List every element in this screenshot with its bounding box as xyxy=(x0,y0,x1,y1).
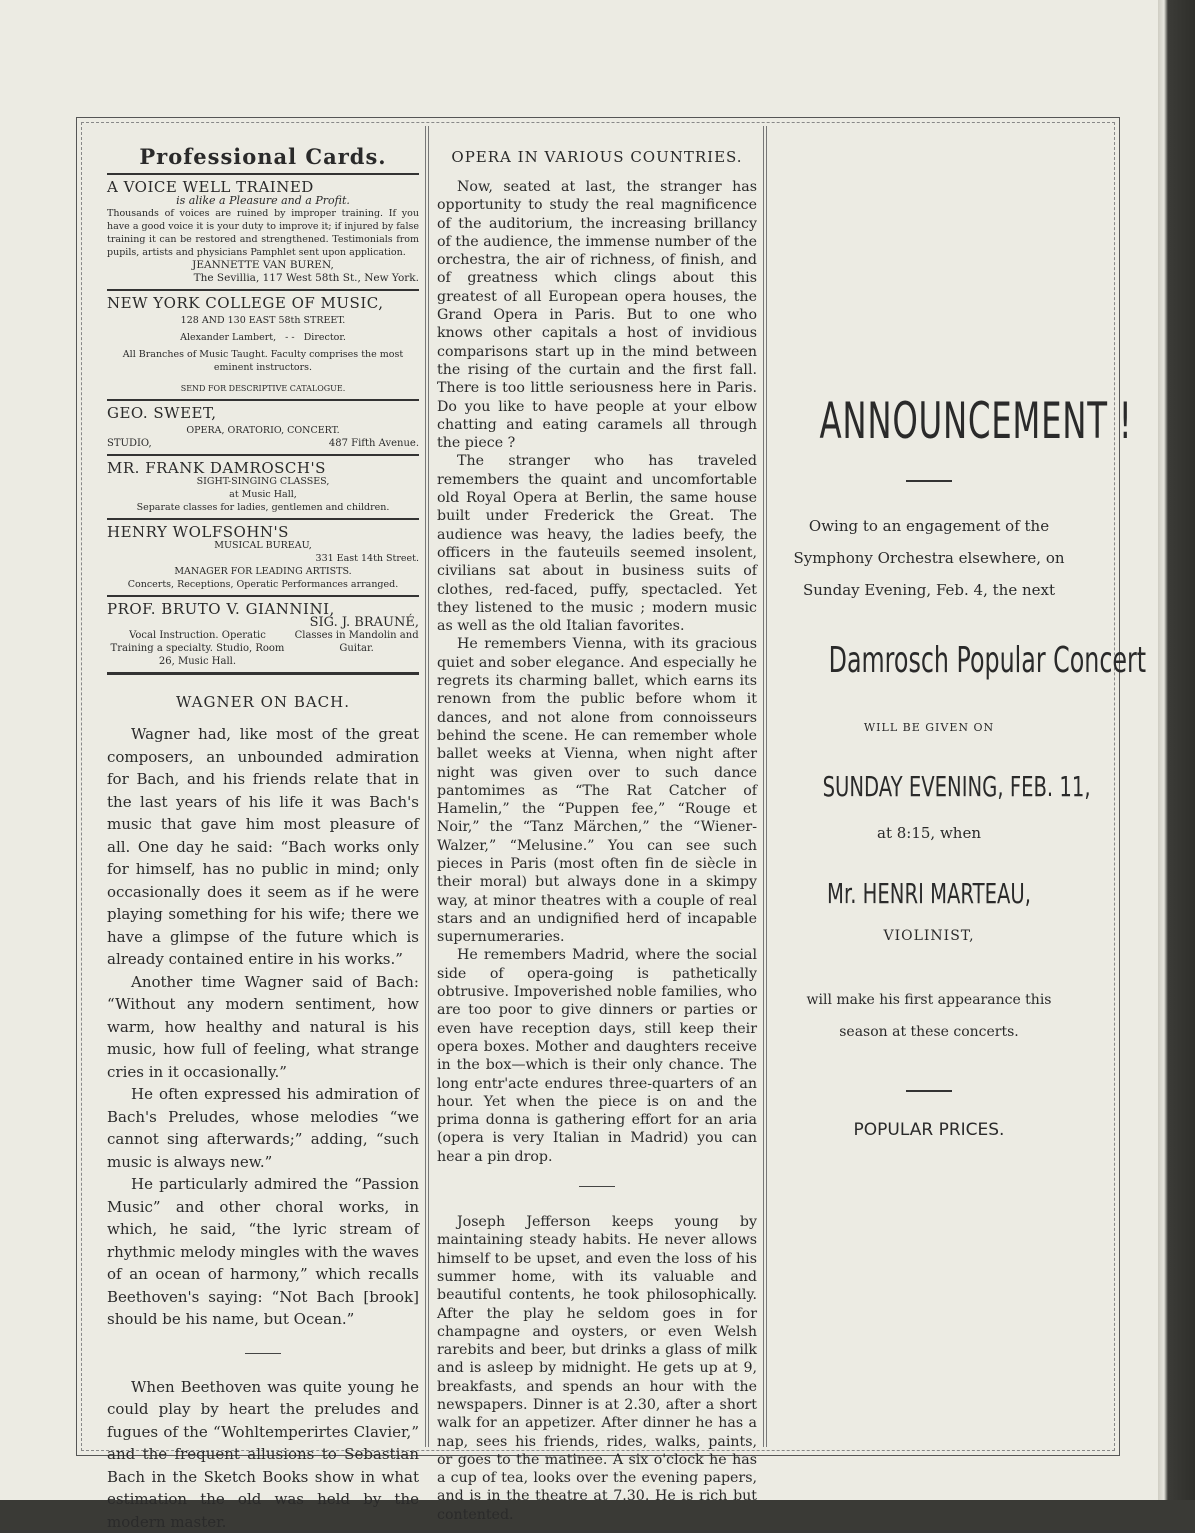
card-geo-sweet xyxy=(107,407,419,450)
card-name: JEANNETTE VAN BUREN, xyxy=(107,259,419,272)
divider xyxy=(107,289,419,291)
paragraph: Now, seated at last, the stranger has opportunity to study the real magnificence of the auditorium, the increasing brillancy of the audience, the immense number of the orchestra, the air of richness, of finish, and of greatness which clings about this greatest of all European opera houses, the Grand Opera in Paris. But to one who knows other capitals a host of invidious comparisons start up in the mind between the rising of the curtain and the first fall. There is too little seriousness here in Paris. Do you like to have people at your elbow chatting and eating caramels all through the piece ? xyxy=(437,178,757,452)
card-note: SEND FOR DESCRIPTIVE CATALOGUE. xyxy=(107,382,419,395)
paragraph: He remembers Madrid, where the social side of opera-going is pathetically obtrusive. Impoverished noble families, who are too poor to give dinners or parties or even have reception days, still keep their opera boxes. Mother and daughters receive in the box—which is their only chance. The long entr'acte endures three-quarters of an hour. Yet when the piece is on and the prima donna is gathering effort for an aria (opera is very Italian in Madrid) you can hear a pin drop. xyxy=(437,946,757,1166)
page-border-frame xyxy=(76,117,1120,1456)
divider xyxy=(107,518,419,520)
middle-column xyxy=(437,118,757,1455)
card-ny-college xyxy=(107,297,419,395)
card-giannini-braune xyxy=(107,603,419,668)
column-rule-left xyxy=(425,126,429,1447)
article-title: OPERA IN VARIOUS COUNTRIES. xyxy=(437,148,757,166)
appearance-note: will make his first appearance this season at these concerts. xyxy=(777,984,1081,1048)
studio-label: STUDIO, xyxy=(107,437,152,450)
popular-prices: POPULAR PRICES. xyxy=(777,1120,1081,1140)
card-line: Separate classes for ladies, gentlemen and children. xyxy=(107,501,419,514)
paragraph: Joseph Jefferson keeps young by maintaining steady habits. He never allows himself to be upset, and even the loss of his summer home, with its valuable and beautiful contents, he took philosophically. After the play he seldom goes in for champagne and oysters, or even Welsh rarebits and beer, but drinks a glass of milk and is asleep by midnight. He gets up at 9, breakfasts, and spends an hour with the newspapers. Dinner is at 2.30, after a short walk for an appetizer. After dinner he has a nap, sees his friends, rides, walks, paints, or goes to the matinee. A six o'clock he has a cup of tea, looks over the evening papers, and is in the theatre at 7.30. He is rich but contented. xyxy=(437,1213,757,1524)
paragraph: He particularly admired the “Passion Music” and other choral works, in which, he said, “the lyric stream of rhythmic melody mingles with the waves of an ocean of harmony,” which recalls Beethoven's saying: “Not Bach [brook] should be his name, but Ocean.” xyxy=(107,1173,419,1331)
card-specialty: OPERA, ORATORIO, CONCERT. xyxy=(107,424,419,437)
artist-role: VIOLINIST, xyxy=(777,928,1081,944)
card-director xyxy=(107,331,419,344)
card-columns xyxy=(107,629,419,668)
left-column xyxy=(107,118,419,1455)
card-address: 128 AND 130 EAST 58th STREET. xyxy=(107,314,419,327)
card-frank-damrosch xyxy=(107,462,419,514)
card-line: 331 East 14th Street. xyxy=(107,552,419,565)
director-name: Alexander Lambert, xyxy=(180,332,276,343)
card-line: MANAGER FOR LEADING ARTISTS. xyxy=(107,565,419,578)
concert-name: Damrosch Popular Concert xyxy=(829,640,1030,681)
studio-address: 487 Fifth Avenue. xyxy=(329,437,419,450)
card-title: GEO. SWEET, xyxy=(107,407,419,420)
divider xyxy=(107,595,419,597)
artist-name: Mr. HENRI MARTEAU, xyxy=(823,877,1036,910)
card-title: NEW YORK COLLEGE OF MUSIC, xyxy=(107,297,419,310)
paragraph: Wagner had, like most of the great composers, an unbounded admiration for Bach, and his friends relate that in the last years of his life it was Bach's music that gave him most pleasure of all. One day he said: “Bach works only for himself, has no public in mind; only occasionally does it seem as if he were playing something for his wife; there we have a glimpse of the future which is already contained entire in his works.” xyxy=(107,723,419,971)
divider xyxy=(906,480,952,482)
card-title: A VOICE WELL TRAINED xyxy=(107,181,419,194)
card-body: Thousands of voices are ruined by improper training. If you have a good voice it is your duty to improve it; if injured by false training it can be restored and strengthened. Testimonials from pupils, artists and physicians Pamphlet sent upon application. xyxy=(107,207,419,259)
announcement-intro: Owing to an engagement of the Symphony Orchestra elsewhere, on Sunday Evening, Feb. 4, the next xyxy=(777,510,1081,606)
card-title: PROF. BRUTO V. GIANNINI, xyxy=(107,603,419,616)
paragraph: He remembers Vienna, with its gracious quiet and sober elegance. And especially he regrets its charming ballet, which earns its renown from the public before whom it dances, and not alone from connoisseurs behind the scene. He can remember whole ballet weeks at Vienna, when night after night was given over to such dance pantomimes as “The Rat Catcher of Hamelin,” the “Puppen fee,” “Rouge et Noir,” the “Tanz Märchen,” the “Wiener-Walzer,” “Melusine.” You can see such pieces in Paris (most often fin de siècle in their moral) but always done in a skimpy way, at minor theatres with a couple of real stars and an undignified herd of incapable supernumeraries. xyxy=(437,635,757,946)
paragraph: Another time Wagner said of Bach: “Without any modern sentiment, how warm, how healthy and natural is his music, how full of feeling, what strange cries in it occasionally.” xyxy=(107,971,419,1084)
director-role: Director. xyxy=(304,332,346,343)
card-henry-wolfsohn xyxy=(107,526,419,591)
divider xyxy=(906,1090,952,1092)
article-wagner-on-bach xyxy=(107,723,419,1533)
concert-date: SUNDAY EVENING, FEB. 11, xyxy=(823,770,1036,803)
divider xyxy=(245,1353,281,1354)
divider xyxy=(107,399,419,401)
paragraph: He often expressed his admiration of Bach's Preludes, whose melodies “we cannot sing afterwards;” adding, “such music is always new.” xyxy=(107,1083,419,1173)
paragraph: When Beethoven was quite young he could play by heart the preludes and fugues of the “Wohltemperirtes Clavier,” and the frequent allusions to Sebastian Bach in the Sketch Books show in what estimation the old was held by the modern master. xyxy=(107,1376,419,1533)
divider xyxy=(107,672,419,675)
column-rule-right xyxy=(763,126,767,1447)
announcement-headline: ANNOUNCEMENT ! xyxy=(820,392,1039,450)
card-line: SIGHT-SINGING CLASSES, xyxy=(107,475,419,488)
card-body: All Branches of Music Taught. Faculty comprises the most eminent instructors. xyxy=(107,348,419,374)
card-left-text: Vocal Instruction. Operatic Training a specialty. Studio, Room 26, Music Hall. xyxy=(107,629,288,668)
paragraph: The stranger who has traveled remembers the quaint and uncomfortable old Royal Opera at Berlin, the same house built under Frederick the Great. The audience was heavy, the ladies beefy, the officers in the fauteuils seemed insolent, civilians sat about in business suits of clothes, red-faced, puffy, spectacled. Yet they listened to the music ; modern music as well as the old Italian favorites. xyxy=(437,452,757,635)
announcement-column xyxy=(777,118,1081,1455)
card-line: at Music Hall, xyxy=(107,488,419,501)
article-opera-countries xyxy=(437,178,757,1524)
next-page-edge xyxy=(1158,0,1195,1500)
card-tagline: is alike a Pleasure and a Profit. xyxy=(107,194,419,207)
card-line: MUSICAL BUREAU, xyxy=(107,539,419,552)
card-line: Concerts, Receptions, Operatic Performances arranged. xyxy=(107,578,419,591)
card-studio-row xyxy=(107,437,419,450)
divider xyxy=(579,1186,615,1187)
director-separator: - - xyxy=(285,332,294,343)
card-right-text: Classes in Mandolin and Guitar. xyxy=(294,629,419,655)
card-title: HENRY WOLFSOHN'S xyxy=(107,526,419,539)
card-address: The Sevillia, 117 West 58th St., New York. xyxy=(107,272,419,285)
professional-cards-heading: Professional Cards. xyxy=(107,144,419,169)
article-title: WAGNER ON BACH. xyxy=(107,693,419,711)
card-title-2: SIG. J. BRAUNÉ, xyxy=(107,616,419,629)
divider xyxy=(107,173,419,175)
card-title: MR. FRANK DAMROSCH'S xyxy=(107,462,419,475)
concert-time: at 8:15, when xyxy=(777,817,1081,849)
will-be-given: WILL BE GIVEN ON xyxy=(777,721,1081,734)
card-voice-trained xyxy=(107,181,419,285)
divider xyxy=(107,454,419,456)
